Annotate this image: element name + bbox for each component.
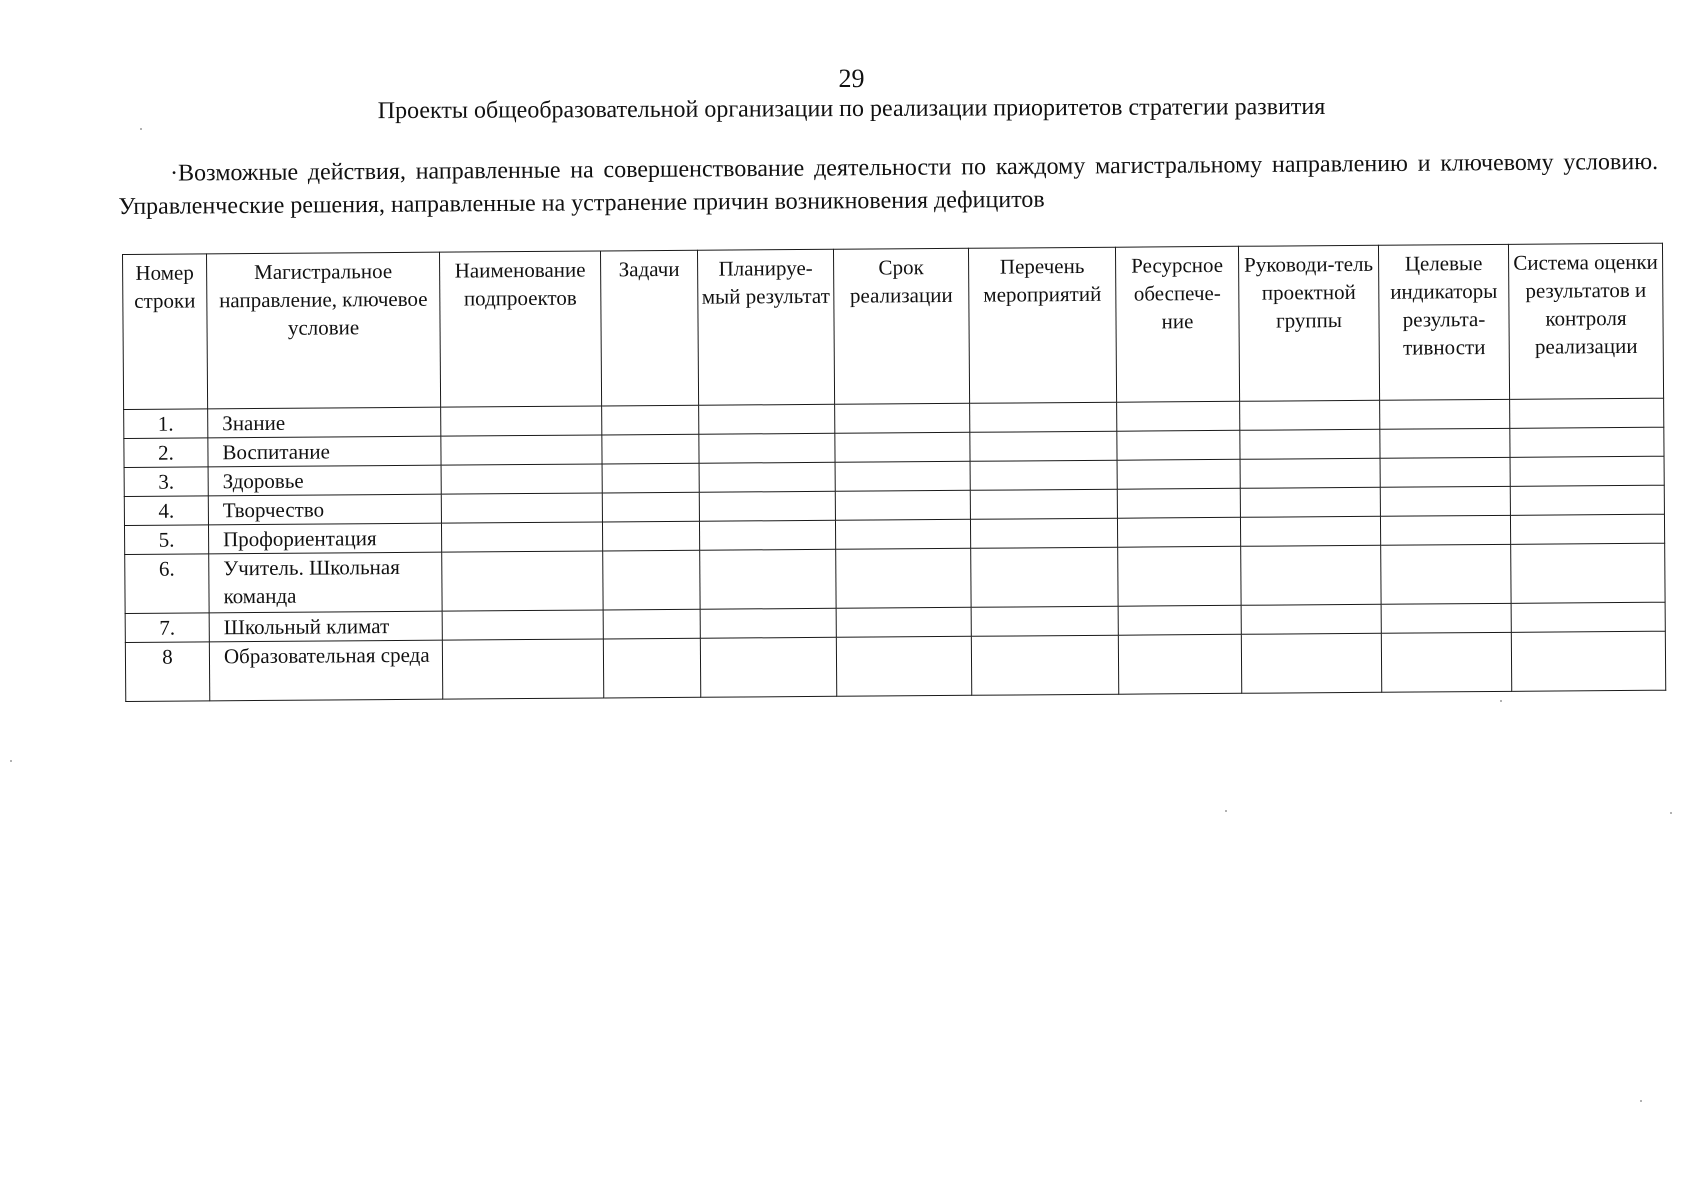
empty-cell[interactable] [603, 550, 700, 610]
empty-cell[interactable] [836, 636, 971, 696]
empty-cell[interactable] [1117, 401, 1240, 431]
empty-cell[interactable] [700, 608, 836, 638]
empty-cell[interactable] [835, 519, 970, 549]
row-number-cell: 8 [125, 642, 209, 702]
empty-cell[interactable] [1118, 634, 1241, 694]
direction-cell: Здоровье [208, 465, 441, 496]
empty-cell[interactable] [835, 461, 970, 491]
empty-cell[interactable] [602, 463, 699, 493]
empty-cell[interactable] [699, 462, 835, 492]
empty-cell[interactable] [1381, 544, 1511, 604]
empty-cell[interactable] [699, 433, 835, 463]
direction-cell: Профориентация [208, 523, 441, 554]
empty-cell[interactable] [1240, 400, 1380, 430]
empty-cell[interactable] [441, 522, 602, 552]
empty-cell[interactable] [441, 435, 602, 465]
empty-cell[interactable] [836, 607, 971, 637]
scan-speck [10, 760, 12, 762]
row-number-cell: 5. [124, 525, 208, 555]
empty-cell[interactable] [603, 638, 700, 698]
empty-cell[interactable] [1117, 459, 1240, 489]
direction-cell: Воспитание [208, 436, 441, 467]
row-number-cell: 6. [125, 554, 209, 614]
scan-speck [1225, 810, 1227, 812]
empty-cell[interactable] [1380, 457, 1510, 487]
empty-cell[interactable] [442, 639, 603, 699]
empty-cell[interactable] [1380, 515, 1510, 545]
column-header: Руководи-тель проектной группы [1238, 245, 1379, 401]
projects-table [122, 243, 1666, 702]
scan-speck [1640, 1100, 1642, 1102]
empty-cell[interactable] [1241, 604, 1381, 634]
column-header: Магистральное направление, ключевое условие [207, 252, 441, 409]
empty-cell[interactable] [1510, 456, 1664, 486]
empty-cell[interactable] [970, 489, 1117, 519]
table-header-row [123, 243, 1664, 409]
empty-cell[interactable] [1380, 428, 1510, 458]
empty-cell[interactable] [1381, 603, 1511, 633]
direction-cell: Учитель. Школьная команда [209, 552, 442, 613]
empty-cell[interactable] [835, 432, 970, 462]
column-header: Система оценки результатов и контроля реализации [1508, 243, 1663, 399]
intro-paragraph: ·Возможные действия, направленные на совершенствование деятельности по каждому магистральному направлению и ключевому условию. Управленческие решения, направленные на устранение причин возникновения дефицитов [118, 148, 1659, 220]
empty-cell[interactable] [1241, 545, 1381, 605]
column-header: Перечень мероприятий [968, 247, 1116, 403]
scan-speck [1500, 700, 1502, 702]
empty-cell[interactable] [1380, 486, 1510, 516]
empty-cell[interactable] [602, 521, 699, 551]
empty-cell[interactable] [971, 606, 1118, 636]
empty-cell[interactable] [700, 549, 836, 609]
empty-cell[interactable] [1510, 514, 1664, 544]
row-number-cell: 3. [124, 467, 208, 497]
scan-speck [1670, 812, 1672, 814]
empty-cell[interactable] [602, 434, 699, 464]
row-number-cell: 7. [125, 613, 209, 643]
page-title: Проекты общеобразовательной организации по реализации приоритетов стратегии развития [377, 93, 1326, 125]
empty-cell[interactable] [1511, 631, 1665, 691]
column-header: Срок реализации [833, 248, 969, 404]
empty-cell[interactable] [1241, 633, 1381, 693]
empty-cell[interactable] [836, 548, 971, 608]
empty-cell[interactable] [835, 403, 970, 433]
empty-cell[interactable] [1380, 399, 1510, 429]
scan-speck [140, 128, 142, 130]
row-number-cell: 1. [124, 409, 208, 439]
direction-cell: Творчество [208, 494, 441, 525]
empty-cell[interactable] [441, 493, 602, 523]
empty-cell[interactable] [971, 547, 1118, 607]
empty-cell[interactable] [1510, 427, 1664, 457]
empty-cell[interactable] [1117, 430, 1240, 460]
empty-cell[interactable] [970, 460, 1117, 490]
empty-cell[interactable] [1118, 546, 1241, 606]
column-header: Наименование подпроектов [439, 251, 601, 407]
empty-cell[interactable] [1240, 487, 1380, 517]
empty-cell[interactable] [1510, 398, 1664, 428]
row-number-cell: 4. [124, 496, 208, 526]
empty-cell[interactable] [442, 551, 603, 611]
page-number: 29 [838, 64, 865, 93]
projects-table-container [122, 243, 1665, 702]
empty-cell[interactable] [1511, 543, 1665, 603]
direction-cell: Знание [208, 407, 441, 438]
empty-cell[interactable] [1117, 517, 1240, 547]
empty-cell[interactable] [442, 610, 603, 640]
empty-cell[interactable] [441, 406, 602, 436]
table-row [125, 631, 1665, 701]
empty-cell[interactable] [1511, 602, 1665, 632]
empty-cell[interactable] [970, 402, 1117, 432]
empty-cell[interactable] [1510, 485, 1664, 515]
empty-cell[interactable] [603, 609, 700, 639]
empty-cell[interactable] [1117, 488, 1240, 518]
column-header: Номер строки [123, 254, 208, 410]
empty-cell[interactable] [835, 490, 970, 520]
empty-cell[interactable] [441, 464, 602, 494]
empty-cell[interactable] [602, 405, 699, 435]
empty-cell[interactable] [699, 491, 835, 521]
row-number-cell: 2. [124, 438, 208, 468]
direction-cell: Школьный климат [209, 611, 442, 642]
column-header: Ресурсное обеспече-ние [1115, 246, 1239, 402]
empty-cell[interactable] [1240, 429, 1380, 459]
empty-cell[interactable] [1240, 516, 1380, 546]
empty-cell[interactable] [602, 492, 699, 522]
empty-cell[interactable] [1381, 632, 1511, 692]
column-header: Целевые индикаторы результа-тивности [1378, 244, 1509, 400]
column-header: Планируе-мый результат [697, 249, 834, 405]
direction-cell: Образовательная среда [209, 640, 442, 701]
empty-cell[interactable] [1240, 458, 1380, 488]
empty-cell[interactable] [699, 404, 835, 434]
column-header: Задачи [600, 250, 698, 406]
empty-cell[interactable] [1118, 605, 1241, 635]
empty-cell[interactable] [699, 520, 835, 550]
empty-cell[interactable] [970, 431, 1117, 461]
empty-cell[interactable] [700, 637, 836, 697]
empty-cell[interactable] [971, 635, 1118, 695]
empty-cell[interactable] [970, 518, 1117, 548]
